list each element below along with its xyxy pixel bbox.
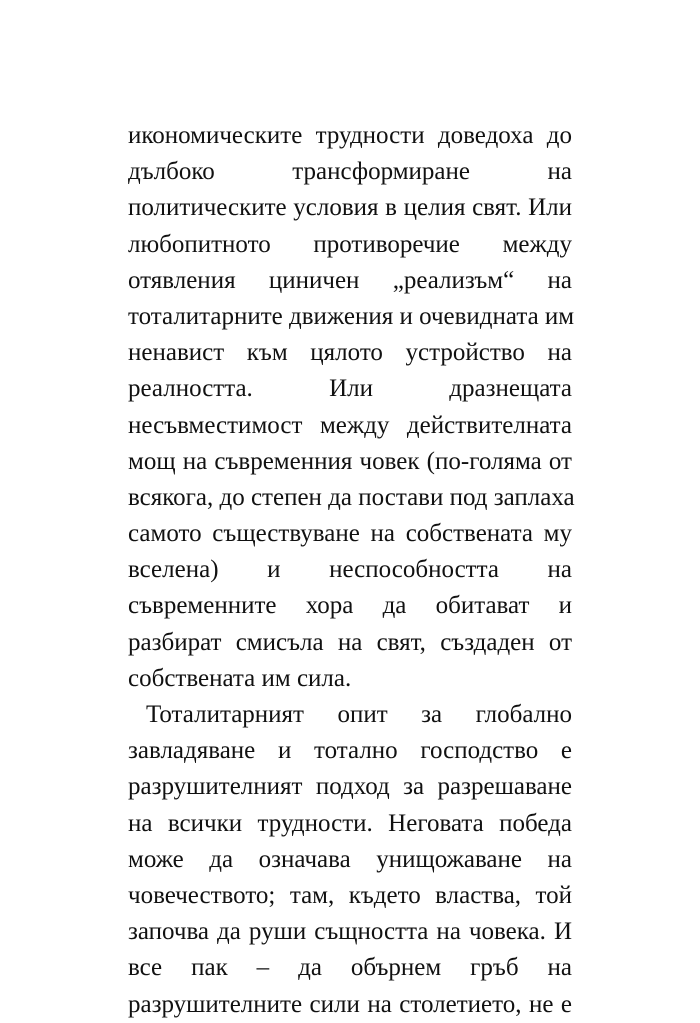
text-line: съвременните хора да обитават и (128, 592, 572, 620)
text-line: завладяване и тотално господство е (128, 737, 572, 765)
text-line: вселена) и неспособността на (128, 556, 572, 584)
text-line: отявления циничен „реализъм“ на (128, 266, 572, 294)
text-line: икономическите трудности доведоха до (128, 122, 572, 149)
text-line: политическите условия в целия свят. Или (128, 194, 572, 222)
paragraph-1 (128, 118, 575, 697)
text-line: ненавист към цялото устройство на (128, 339, 572, 367)
text-line: несъвместимост между действителната (128, 411, 572, 439)
text-line: реалността. Или дразнещата (128, 375, 572, 403)
text-line: любопитното противоречие между (128, 230, 572, 258)
text-line: човечеството; там, където властва, той (128, 881, 572, 909)
text-line: Тоталитарният опит за глобално (146, 701, 572, 728)
text-line: мощ на съвременния човек (по-голяма от (128, 447, 572, 475)
text-line: разрушителните сили на столетието, не е (128, 990, 572, 1018)
text-line: самото съществуване на собствената му (128, 520, 572, 548)
body-text (128, 118, 575, 1023)
text-line: дълбоко трансформиране на (128, 158, 572, 186)
text-line: на всички трудности. Неговата победа (128, 809, 572, 837)
text-line: все пак – да обърнем гръб на (128, 954, 572, 982)
text-line: разбират смисъла на свят, създаден от (128, 628, 572, 656)
text-line: започва да руши същността на човека. И (128, 918, 572, 946)
text-line: собствената им сила. (128, 664, 352, 692)
paragraph-2 (128, 697, 572, 1023)
text-line: разрушителният подход за разрешаване (128, 773, 572, 801)
text-line: тоталитарните движения и очевидната им (128, 302, 575, 330)
text-line: може да означава унищожаване на (128, 845, 572, 873)
text-line: всякога, до степен да постави под заплаха (128, 483, 575, 511)
